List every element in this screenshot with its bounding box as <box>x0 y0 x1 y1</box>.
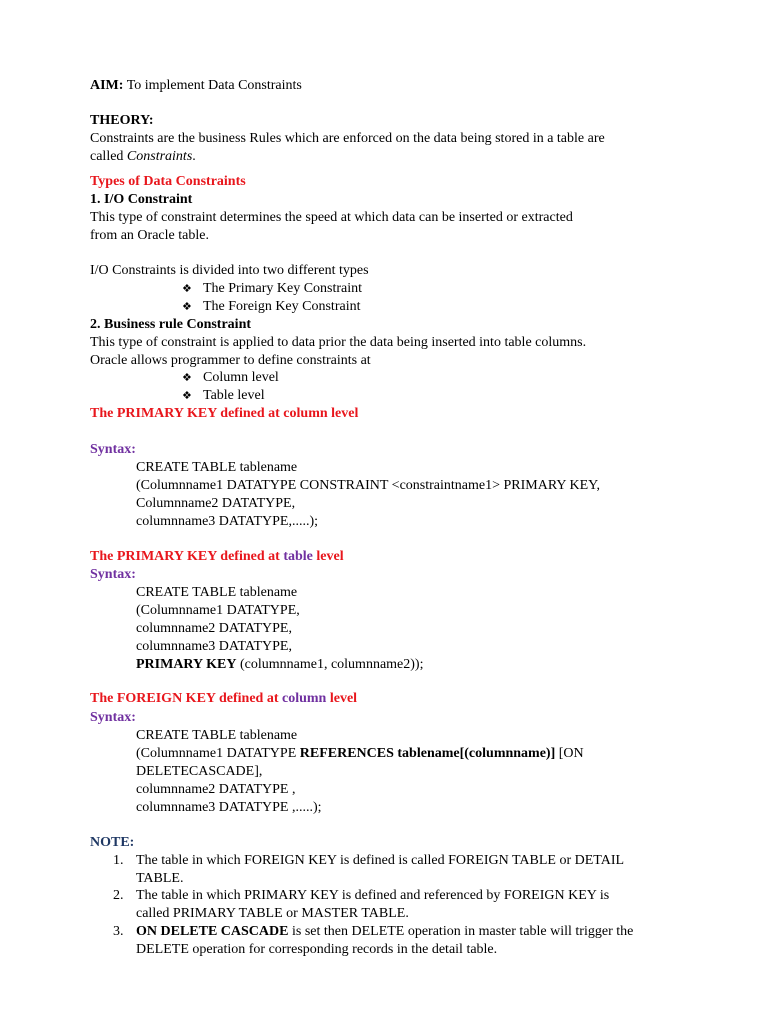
io-bullet-2-text: The Foreign Key Constraint <box>203 299 361 314</box>
pk-table-code-5-rest: (columnname1, columnname2)); <box>236 657 424 672</box>
pk-table-code-3: columnname2 DATATYPE, <box>136 621 292 636</box>
io-heading: 1. I/O Constraint <box>90 192 193 207</box>
aim-label: AIM: <box>90 78 124 93</box>
note-item-2-line-2: called PRIMARY TABLE or MASTER TABLE. <box>136 906 409 921</box>
note-item-2-line-1: The table in which PRIMARY KEY is defined and referenced by FOREIGN KEY is <box>136 888 610 903</box>
note-item-3-line-2: DELETE operation for corresponding records in the detail table. <box>136 942 498 957</box>
fk-column-heading-b: column <box>282 691 327 706</box>
diamond-bullet-icon: ❖ <box>182 282 192 295</box>
aim-line <box>90 77 302 95</box>
business-bullet-2-text: Table level <box>203 388 265 403</box>
fk-column-code-5: columnname3 DATATYPE ,.....); <box>136 800 322 815</box>
pk-column-code-2: (Columnname1 DATATYPE CONSTRAINT <constraintname1> PRIMARY KEY, <box>136 478 600 493</box>
io-line-2: from an Oracle table. <box>90 228 209 243</box>
diamond-bullet-icon: ❖ <box>182 389 192 402</box>
theory-heading: THEORY: <box>90 113 154 128</box>
pk-table-code-1: CREATE TABLE tablename <box>136 585 298 600</box>
pk-table-code-5-bold: PRIMARY KEY <box>136 657 237 672</box>
fk-column-syntax-label: Syntax: <box>90 710 136 725</box>
note-item-3-line-1-text: is set then DELETE operation in master table will trigger the <box>288 924 634 939</box>
theory-line-1: Constraints are the business Rules which are enforced on the data being stored in a table are <box>90 131 605 146</box>
fk-column-heading-a: The FOREIGN KEY defined at <box>90 691 282 706</box>
business-line-1: This type of constraint is applied to data prior the data being inserted into table columns. <box>90 335 587 350</box>
fk-column-code-2-b: REFERENCES tablename[(columnname)] <box>299 746 556 761</box>
aim-text: To implement Data Constraints <box>126 78 302 93</box>
theory-line-2-suffix: . <box>192 149 196 164</box>
theory-line-2 <box>90 148 196 166</box>
fk-column-heading-c: level <box>326 691 358 706</box>
pk-table-code-5 <box>136 656 423 674</box>
fk-column-code-4: columnname2 DATATYPE , <box>136 782 296 797</box>
note-item-1-line-2: TABLE. <box>136 871 184 886</box>
io-line-1: This type of constraint determines the speed at which data can be inserted or extracted <box>90 210 573 225</box>
diamond-bullet-icon: ❖ <box>182 300 192 313</box>
pk-table-heading-c: level <box>312 549 344 564</box>
business-bullet-1 <box>182 369 279 387</box>
fk-column-code-2 <box>136 745 584 763</box>
theory-line-2-italic: Constraints <box>126 149 193 164</box>
fk-column-code-3: DELETECASCADE], <box>136 764 263 779</box>
note-item-3-bold: ON DELETE CASCADE <box>136 924 289 939</box>
pk-column-code-4: columnname3 DATATYPE,.....); <box>136 514 319 529</box>
diamond-bullet-icon: ❖ <box>182 371 192 384</box>
pk-table-syntax-label: Syntax: <box>90 567 136 582</box>
business-bullet-2 <box>182 387 265 405</box>
pk-table-code-4: columnname3 DATATYPE, <box>136 639 292 654</box>
theory-line-2-prefix: called <box>90 149 127 164</box>
pk-column-code-1: CREATE TABLE tablename <box>136 460 298 475</box>
note-item-3-number: 3. <box>113 924 124 939</box>
pk-table-heading-a: The PRIMARY KEY defined at <box>90 549 284 564</box>
io-bullet-1-text: The Primary Key Constraint <box>203 281 363 296</box>
business-heading: 2. Business rule Constraint <box>90 317 252 332</box>
pk-column-syntax-label: Syntax: <box>90 442 136 457</box>
io-bullet-1 <box>182 280 362 298</box>
business-bullet-1-text: Column level <box>203 370 279 385</box>
fk-column-code-2-a: (Columnname1 DATATYPE <box>136 746 300 761</box>
pk-table-heading <box>90 548 344 566</box>
note-item-2-number: 2. <box>113 888 124 903</box>
pk-table-heading-b: table <box>283 549 313 564</box>
note-item-1-number: 1. <box>113 853 124 868</box>
note-item-1-line-1: The table in which FOREIGN KEY is defined is called FOREIGN TABLE or DETAIL <box>136 853 625 868</box>
business-line-2: Oracle allows programmer to define constraints at <box>90 353 371 368</box>
fk-column-code-2-c: [ON <box>555 746 584 761</box>
io-line-3: I/O Constraints is divided into two different types <box>90 263 369 278</box>
note-heading: NOTE: <box>90 835 135 850</box>
io-bullet-2 <box>182 298 360 316</box>
pk-column-code-3: Columnname2 DATATYPE, <box>136 496 296 511</box>
fk-column-heading <box>90 690 357 708</box>
note-item-3-line-1 <box>136 923 633 941</box>
types-heading: Types of Data Constraints <box>90 174 246 189</box>
pk-table-code-2: (Columnname1 DATATYPE, <box>136 603 300 618</box>
fk-column-code-1: CREATE TABLE tablename <box>136 728 298 743</box>
pk-column-heading: The PRIMARY KEY defined at column level <box>90 406 359 421</box>
